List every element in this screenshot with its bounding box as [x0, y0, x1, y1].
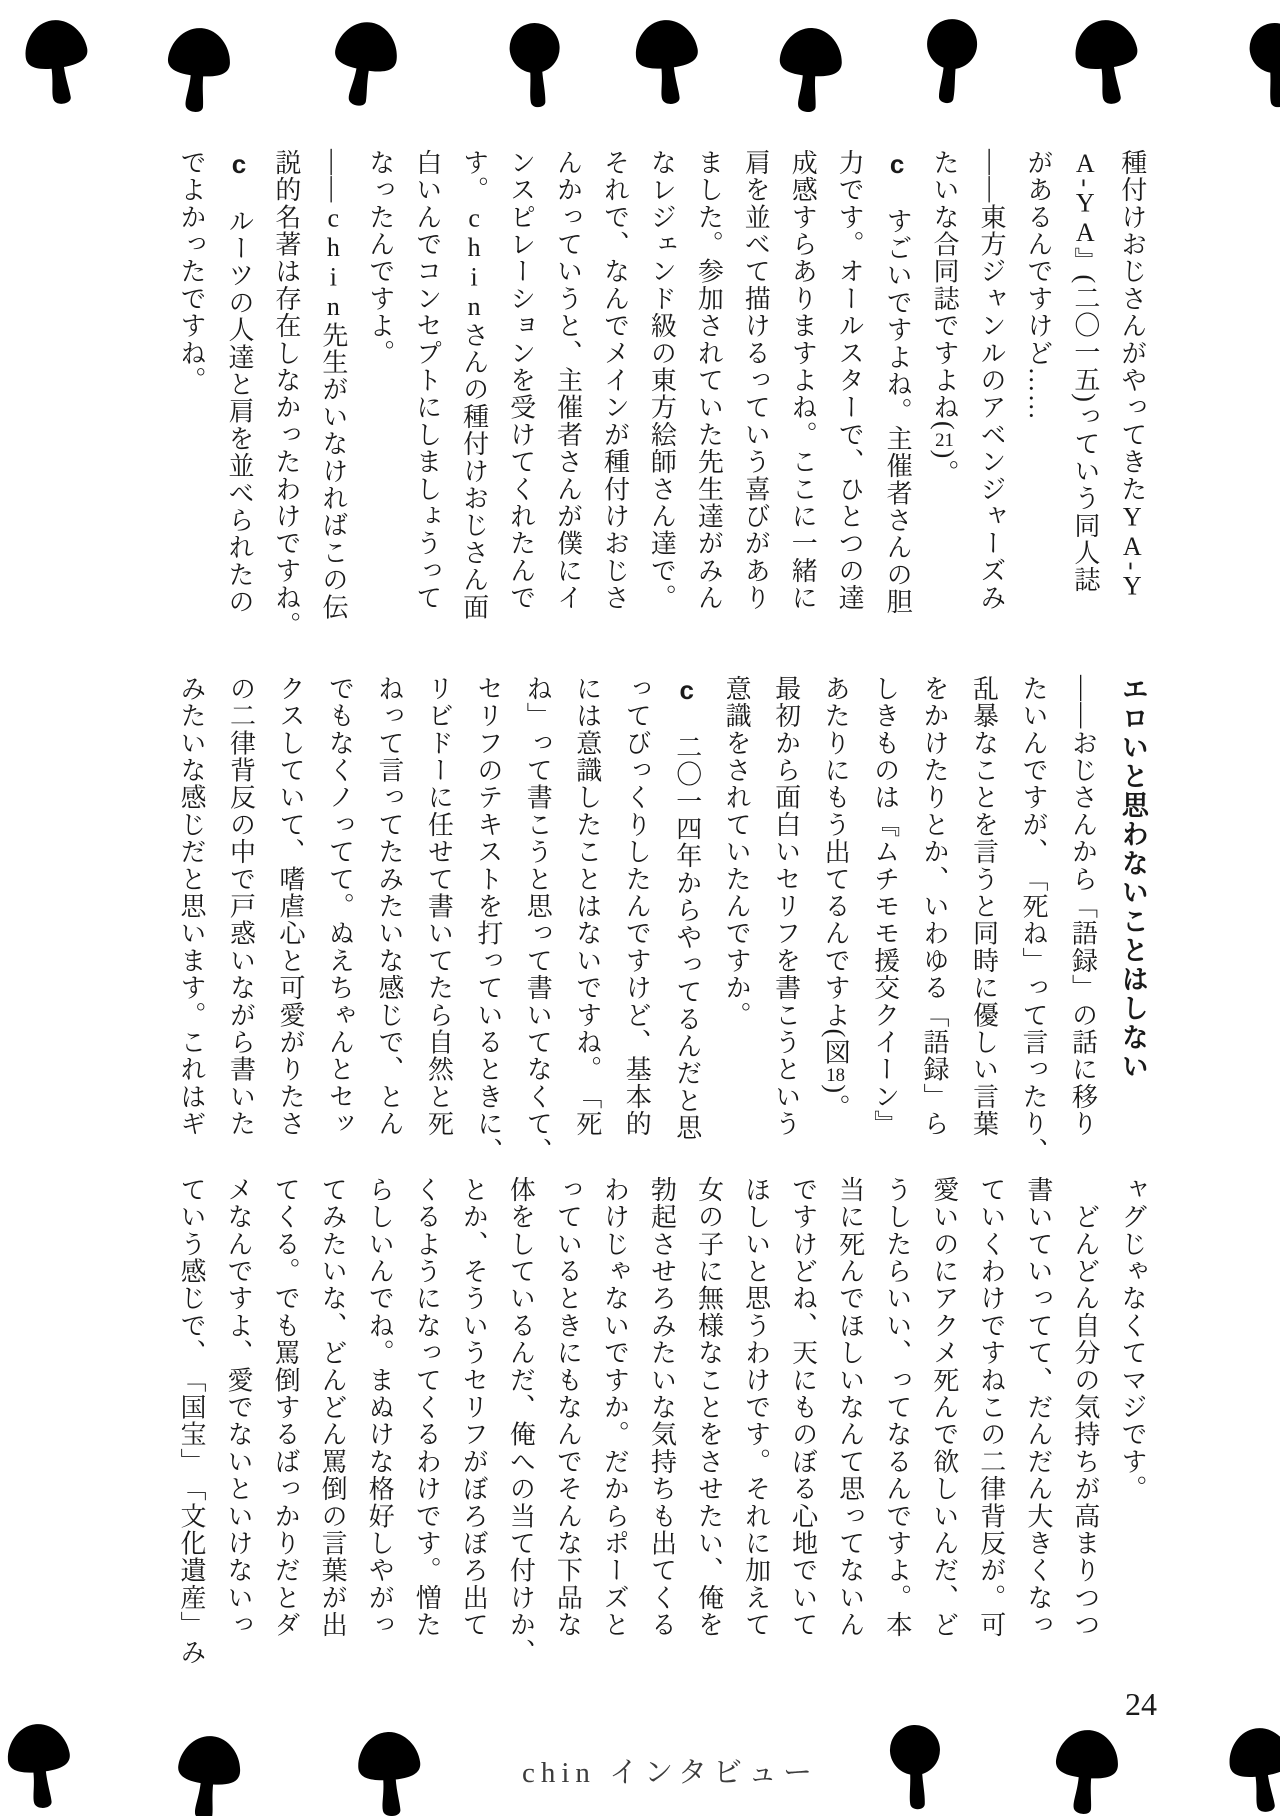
- mushroom-icon: [1042, 1721, 1130, 1816]
- text-column: たいな合同誌ですよね(21)。: [930, 149, 959, 487]
- text-column: ね」って書こうと思って書いてなくて、: [523, 675, 553, 1165]
- text-column: ました。参加されていた先生達がみん: [694, 149, 724, 612]
- text-column: てくる。でも罵倒するばっかりだとダ: [271, 1176, 301, 1639]
- text-column: ――chin先生がいなければこの伝: [318, 149, 348, 621]
- text-column: 当に死んでほしいなんて思ってないん: [835, 1176, 865, 1639]
- text-column: 最初から面白いセリフを書こうという: [771, 675, 801, 1138]
- text-column: リビドーに任せて書いてたら自然と死: [424, 675, 454, 1138]
- text-column: A-YA』(二〇一五)っていう同人誌: [1070, 149, 1100, 594]
- text-column: てみたいな、どんどん罵倒の言葉が出: [318, 1176, 348, 1639]
- interview-passage-3: [177, 1176, 1147, 1666]
- text-column: 乱暴なことを言うと同時に優しい言葉: [969, 675, 999, 1138]
- text-column: メなんですよ、愛でないといけないっ: [224, 1176, 254, 1639]
- text-column: 愛いのにアクメ死んで欲しいんだ、ど: [929, 1176, 959, 1639]
- text-column: 説的名著は存在しなかったわけですね。: [271, 149, 301, 639]
- text-column: ってびっくりしたんですけど、基本的: [622, 675, 652, 1138]
- section-heading: エロいと思わないことはしない: [1117, 675, 1148, 1081]
- text-column: それで、なんでメインが種付けおじさ: [600, 149, 630, 612]
- text-column: 女の子に無様なことをさせたい、俺を: [694, 1176, 724, 1639]
- mushroom-icon: [1233, 15, 1280, 120]
- text-column: 意識をされていたんですか。: [722, 675, 752, 1029]
- interview-passage-1: [177, 149, 1147, 639]
- text-column: ねって言ってたみたいな感じで、とん: [374, 675, 404, 1138]
- text-column: ――東方ジャンルのアベンジャーズみ: [976, 149, 1006, 612]
- mushroom-icon: [347, 1723, 434, 1816]
- text-column: みたいな感じだと思います。これはギ: [177, 675, 206, 1138]
- text-column: あたりにもう出てるんですよ(図18)。: [821, 675, 851, 1122]
- text-column: たいんですが、「死ね」って言ったり、: [1018, 675, 1048, 1165]
- text-column: には意識したことはないですね。「死: [572, 675, 602, 1138]
- text-column: ャグじゃなくてマジです。: [1117, 1176, 1147, 1503]
- mushroom-icon: [767, 19, 854, 124]
- text-column: ンスピレーションを受けてくれたんで: [506, 149, 536, 612]
- mushroom-icon: [1215, 1717, 1280, 1816]
- mushroom-icon: [623, 10, 713, 118]
- text-column: くるようになってくるわけです。憎た: [412, 1176, 442, 1639]
- mushroom-icon: [493, 15, 580, 120]
- speaker-mark: c: [882, 149, 913, 181]
- text-column: ていう感じで、「国宝」「文化遺産」み: [177, 1176, 206, 1666]
- text-column: なレジェンド級の東方絵師さん達で。: [647, 149, 677, 612]
- text-column: 書いていってて、だんだん大きくなっ: [1023, 1176, 1053, 1639]
- text-column: す。chinさんの種付けおじさん面: [459, 149, 489, 621]
- text-column: c 二〇一四年からやってるんだと思: [671, 675, 702, 1142]
- text-column: んかっていうと、主催者さんが僕にイ: [553, 149, 583, 612]
- text-column: があるんですけど……: [1023, 149, 1053, 421]
- text-column: 力です。オールスターで、ひとつの達: [835, 149, 865, 612]
- text-column: 体をしているんだ、俺への当て付けか、: [506, 1176, 536, 1666]
- text-column: の二律背反の中で戸惑いながら書いた: [226, 675, 256, 1138]
- interview-passage-2: [177, 675, 1148, 1165]
- text-column: クスしていて、嗜虐心と可愛がりたさ: [275, 675, 305, 1138]
- speaker-mark: c: [223, 149, 254, 181]
- text-column: をかけたりとか、いわゆる「語録」ら: [920, 675, 950, 1138]
- text-column: 成感すらありますよね。ここに一緒に: [788, 149, 818, 612]
- text-column: らしいんでね。まぬけな格好しやがっ: [365, 1176, 395, 1639]
- mushroom-icon: [163, 1726, 253, 1816]
- mushroom-icon: [1061, 9, 1154, 119]
- text-column: 種付けおじさんがやってきたYA-Y: [1117, 149, 1147, 601]
- mushroom-icon: [11, 9, 104, 119]
- mushroom-icon: [154, 19, 242, 126]
- text-column: c ルーツの人達と肩を並べられたの: [223, 149, 254, 616]
- text-column: ですけどね、天にものぼる心地でいて: [788, 1176, 818, 1639]
- text-column: 白いんでコンセプトにしましょうって: [412, 149, 442, 612]
- text-column: セリフのテキストを打っているときに、: [473, 675, 503, 1165]
- mushroom-icon: [905, 10, 995, 118]
- text-column: うしたらいい、ってなるんですよ。本: [882, 1176, 912, 1639]
- text-column: なったんですよ。: [365, 149, 395, 367]
- mushroom-icon: [873, 1718, 958, 1816]
- text-column: っているときにもなんでそんな下品な: [553, 1176, 583, 1639]
- mushroom-icon: [0, 1714, 85, 1816]
- text-column: でよかったですね。: [177, 149, 206, 394]
- text-column: どんどん自分の気持ちが高まりつつ: [1070, 1176, 1100, 1639]
- text-column: でもなくノってて。ぬえちゃんとセッ: [325, 675, 355, 1138]
- text-column: とか、そういうセリフがぼろぼろ出て: [459, 1176, 489, 1639]
- page-number: 24: [1125, 1686, 1157, 1722]
- speaker-mark: c: [671, 675, 702, 707]
- text-column: 肩を並べて描けるっていう喜びがあり: [741, 149, 771, 612]
- text-column: ほしいと思うわけです。それに加えて: [741, 1176, 771, 1639]
- text-column: わけじゃないですか。だからポーズと: [600, 1176, 630, 1639]
- text-column: c すごいですよね。主催者さんの胆: [882, 149, 913, 616]
- mushroom-icon: [316, 10, 412, 122]
- text-column: ていくわけですねこの二律背反が。可: [976, 1176, 1006, 1639]
- text-column: ――おじさんから「語録」の話に移り: [1068, 675, 1098, 1138]
- text-column: 勃起させろみたいな気持ちも出てくる: [647, 1176, 677, 1639]
- footer-caption: chin インタビュー: [521, 1757, 819, 1789]
- text-column: しきものは『ムチモモ援交クイーン』: [870, 675, 900, 1138]
